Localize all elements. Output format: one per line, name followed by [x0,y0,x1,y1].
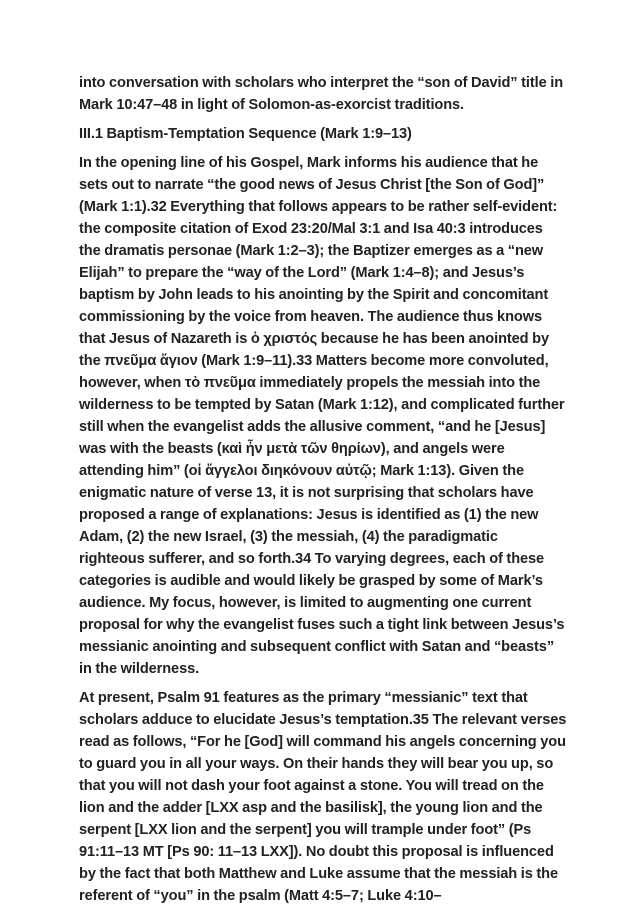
body-paragraph-2: At present, Psalm 91 features as the primary “messianic” text that scholars adduce to elucidate Jesus’s temptation.35 The relevant verses read as follows, “For he [God] will command his angels concerning you to guard you in all your ways. On their hands they will bear you up, so that you will not dash your foot against a stone. You will tread on the lion and the adder [LXX asp and the basilisk], the young lion and the serpent [LXX lion and the serpent] you will trample under foot” (Ps 91:11–13 MT [Ps 90: 11–13 LXX]). No doubt this proposal is influenced by the fact that both Matthew and Luke assume that the messiah is the referent of “you” in the psalm (Matt 4:5–7; Luke 4:10– [79,690,567,904]
section-heading: III.1 Baptism-Temptation Sequence (Mark 1:9–13) [79,126,412,142]
continuation-paragraph: into conversation with scholars who interpret the “son of David” title in Mark 10:47–48 in light of Solomon-as-exorcist traditions. [79,75,564,113]
document-body [79,72,567,914]
body-paragraph-1: In the opening line of his Gospel, Mark informs his audience that he sets out to narrate “the good news of Jesus Christ [the Son of God]” (Mark 1:1).32 Everything that follows appears to be rather self-evident: the composite citation of Exod 23:20/Mal 3:1 and Isa 40:3 introduces the dramatis personae (Mark 1:2–3); the Baptizer emerges as a “new Elijah” to prepare the “way of the Lord” (Mark 1:4–8); and Jesus’s baptism by John leads to his anointing by the Spirit and concomitant commissioning by the voice from heaven. The audience thus knows that Jesus of Nazareth is ὁ χριστός because he has been anointed by the πνεῦμα ἅγιον (Mark 1:9–11).33 Matters become more convoluted, however, when τὸ πνεῦμα immediately propels the messiah into the wilderness to be tempted by Satan (Mark 1:12), and complicated further still when the evangelist adds the allusive comment, “and he [Jesus] was with the beasts (καὶ ἦν μετὰ τῶν θηρίων), and angels were attending him” (οἱ ἄγγελοι διηκόνουν αὐτῷ; Mark 1:13). Given the enigmatic nature of verse 13, it is not surprising that scholars have proposed a range of explanations: Jesus is identified as (1) the new Adam, (2) the new Israel, (3) the messiah, (4) the paradigmatic righteous sufferer, and so forth.34 To varying degrees, each of these categories is audible and would likely be grasped by some of Mark’s audience. My focus, however, is limited to augmenting one current proposal for why the evangelist fuses such a tight link between Jesus’s messianic anointing and subsequent conflict with Satan and “beasts” in the wilderness. [79,155,565,677]
